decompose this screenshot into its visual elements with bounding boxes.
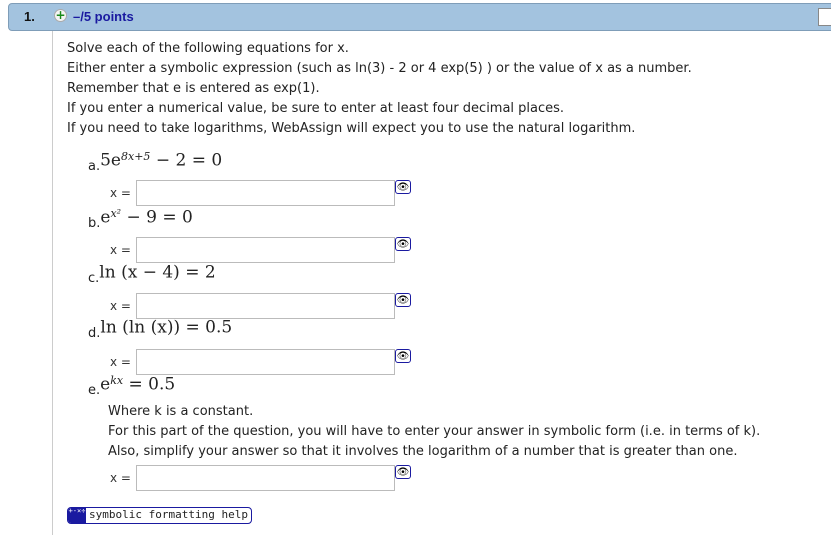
answer-label: x = — [110, 355, 131, 369]
answer-input-b[interactable] — [136, 237, 395, 263]
answer-label: x = — [110, 471, 131, 485]
equation-base: ln (x − 4) = 2 — [99, 262, 216, 283]
part-label: c. — [88, 271, 100, 287]
part-label: b. — [88, 216, 101, 232]
instruction: Remember that e is entered as exp(1). — [67, 81, 320, 96]
part-b-equation — [88, 207, 193, 232]
instruction: Solve each of the following equations for x. — [67, 41, 349, 56]
equation-rest: = 0.5 — [123, 374, 176, 395]
preview-eye-icon[interactable]: 👁 — [396, 467, 410, 478]
equation-base: e — [100, 374, 111, 395]
preview-eye-icon[interactable]: 👁 — [396, 239, 410, 250]
mark-checkbox[interactable] — [818, 8, 831, 26]
part-d-equation — [88, 317, 233, 342]
equation-rest: − 2 = 0 — [150, 150, 223, 171]
part-e-equation — [88, 374, 176, 399]
answer-input-e[interactable] — [136, 465, 395, 491]
equation-exponent: kx — [110, 374, 124, 387]
answer-input-d[interactable] — [136, 349, 395, 375]
equation-base: 5e — [100, 150, 121, 171]
part-e-note: Where k is a constant. — [108, 404, 254, 419]
divider — [52, 31, 53, 535]
instruction: If you need to take logarithms, WebAssign will expect you to use the natural logarithm. — [67, 121, 636, 136]
equation-base: e — [100, 207, 111, 228]
equation-exponent: 8x+5 — [121, 150, 151, 163]
part-label: a. — [88, 159, 101, 175]
equation-rest: − 9 = 0 — [121, 207, 193, 228]
symbolic-formatting-help-button[interactable] — [67, 507, 252, 524]
part-e-note: For this part of the question, you will have to enter your answer in symbolic form (i.e. in terms of k). — [108, 424, 761, 439]
equation-base: ln (ln (x)) = 0.5 — [100, 317, 233, 338]
answer-label: x = — [110, 243, 131, 257]
part-label: d. — [88, 326, 101, 342]
question-number: 1. — [24, 9, 35, 24]
part-a-equation — [88, 150, 223, 175]
part-label: e. — [88, 383, 101, 399]
preview-eye-icon[interactable]: 👁 — [396, 182, 410, 193]
answer-label: x = — [110, 186, 131, 200]
help-label: symbolic formatting help — [89, 508, 248, 521]
points-label: –/5 points — [73, 9, 134, 24]
equation-exponent: x² — [110, 207, 122, 220]
answer-input-a[interactable] — [136, 180, 395, 206]
preview-eye-icon[interactable]: 👁 — [396, 295, 410, 306]
plus-icon[interactable]: + — [55, 8, 66, 22]
part-c-equation — [88, 262, 216, 287]
answer-label: x = — [110, 299, 131, 313]
instruction: If you enter a numerical value, be sure to enter at least four decimal places. — [67, 101, 565, 116]
part-e-note: Also, simplify your answer so that it involves the logarithm of a number that is greater than one. — [108, 444, 738, 459]
answer-input-c[interactable] — [136, 293, 395, 319]
math-symbols-icon: +-×÷ — [68, 508, 86, 523]
preview-eye-icon[interactable]: 👁 — [396, 351, 410, 362]
instruction: Either enter a symbolic expression (such as ln(3) - 2 or 4 exp(5) ) or the value of x as a number. — [67, 61, 692, 76]
